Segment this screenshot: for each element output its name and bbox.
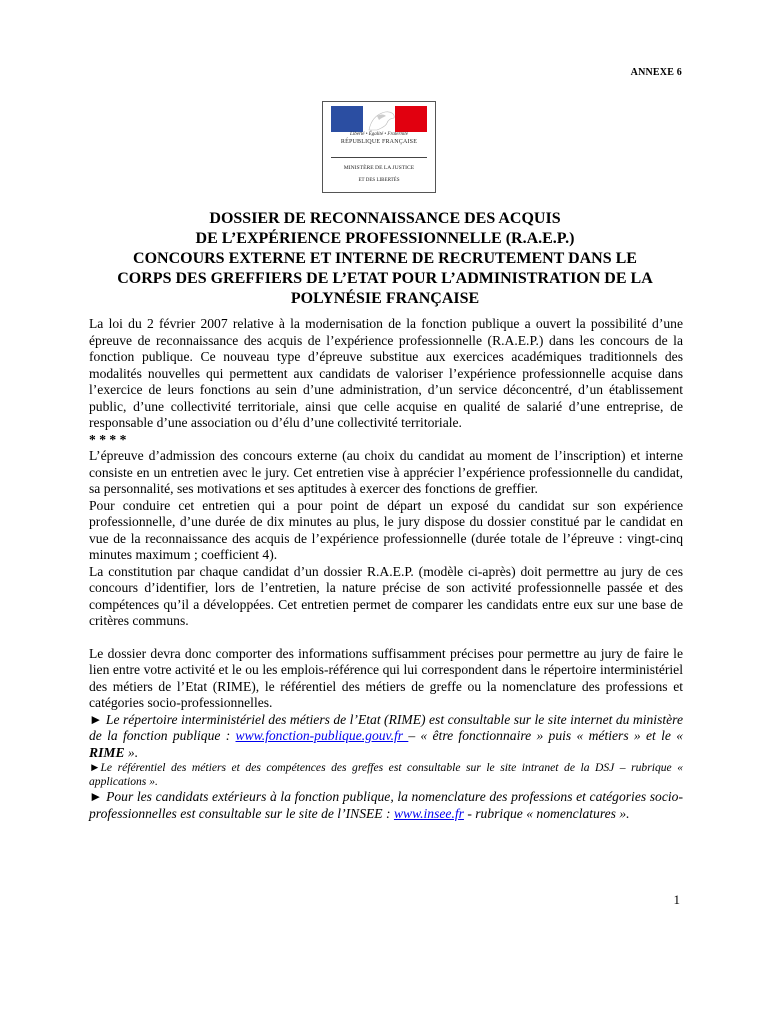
title-line: DOSSIER DE RECONNAISSANCE DES ACQUIS <box>209 210 561 227</box>
fonction-publique-link[interactable]: www.fonction-publique.gouv.fr <box>235 728 409 743</box>
logo-ministry-line2: ET DES LIBERTÉS <box>358 178 400 183</box>
title-line: CORPS DES GREFFIERS DE L’ETAT POUR L’ADMINISTRATION DE LA <box>117 270 653 287</box>
paragraph-intro: La loi du 2 février 2007 relative à la modernisation de la fonction publique a ouvert la possibilité d’une épreuve de reconnaissance des acquis de l’expérience professionnelle (R.A.E.P.) dans les concours de la fonction publique. Ce nouveau type d’épreuve substitue aux exercices académiques traditionnels des modalités nouvelles qui permettent aux candidats de valoriser l’expérience professionnelle acquise dans l’exercice de leurs fonctions au sein d’une administration, d’un service déconcentré, d’un établissement public, d’une collectivité territoriale, ainsi que celle acquise en qualité de salarié d’une entreprise, de responsable d’une association ou d’élu d’une collectivité territoriale. <box>89 316 683 430</box>
section-separator: * * * * <box>89 431 127 447</box>
insee-link[interactable]: www.insee.fr <box>393 805 464 821</box>
title-line: DE L’EXPÉRIENCE PROFESSIONNELLE (R.A.E.P.) <box>195 230 575 247</box>
bullet-rime-after: – « être fonctionnaire » puis « métiers » et le « <box>408 728 683 743</box>
bullet-rime-bold: RIME <box>89 744 125 760</box>
bullet-insee-text: Pour les candidats extérieurs à la fonction publique, la nomenclature des professions et catégories socio-professionnelles est consultable sur le site de l’INSEE : <box>89 789 683 821</box>
arrow-right-icon: ► <box>89 761 101 774</box>
annexe-label: ANNEXE 6 <box>630 67 682 78</box>
title-line: CONCOURS EXTERNE ET INTERNE DE RECRUTEMENT DANS LE <box>133 250 637 267</box>
logo-republic: RÉPUBLIQUE FRANÇAISE <box>340 139 418 145</box>
marianne-flag-icon <box>331 106 427 132</box>
arrow-right-icon: ► <box>89 789 103 804</box>
logo-ministry-line1: MINISTÈRE DE LA JUSTICE <box>343 165 415 171</box>
bullet-rime-end: ». <box>124 744 139 760</box>
document-body <box>89 316 683 822</box>
title-line: POLYNÉSIE FRANÇAISE <box>290 290 480 307</box>
bullet-insee <box>89 789 683 822</box>
ministry-logo <box>322 101 436 193</box>
bullet-rime-text: Le répertoire interministériel des métiers de l’Etat (RIME) est consultable sur le site internet du ministère de la fonction publique : <box>89 711 683 743</box>
bullet-dsj-text: Le référentiel des métiers et des compétences des greffes est consultable sur le site intranet de la DSJ – rubrique « applications ». <box>89 761 683 788</box>
paragraph-dossier: Le dossier devra donc comporter des informations suffisamment précises pour permettre au jury de faire le lien entre votre activité et le ou les emplois-référence qui lui correspondent dans le répertoire interministériel des métiers de l’Etat (RIME), le référentiel des métiers de greffe ou la nomenclature des professions et catégories socio-professionnelles. <box>89 645 683 710</box>
paragraph-entretien: Pour conduire cet entretien qui a pour point de départ un exposé du candidat sur son expérience professionnelle, d’une durée de dix minutes au plus, le jury dispose du dossier constitué par le candidat en vue de la reconnaissance des acquis de l’expérience professionnelle (durée totale de l’épreuve : vingt-cinq minutes maximum ; coefficient 4). <box>89 497 683 562</box>
paragraph-constitution: La constitution par chaque candidat d’un dossier R.A.E.P. (modèle ci-après) doit permettre au jury de ces concours d’identifier, lors de l’entretien, la nature précise de son activité professionnelle passée et des compétences qu’il a développées. Cet entretien permet de comparer les candidats entre eux sur une base de critères communs. <box>89 563 683 628</box>
paragraph-epreuve: L’épreuve d’admission des concours externe (au choix du candidat au moment de l’inscription) et interne consiste en un entretien avec le jury. Cet entretien vise à apprécier l’expérience professionnelle du candidat, sa personnalité, ses motivations et ses aptitudes à exercer des fonctions de greffier. <box>89 448 683 496</box>
document-title <box>90 209 680 309</box>
logo-divider <box>331 157 427 158</box>
page-number: 1 <box>673 892 680 907</box>
arrow-right-icon: ► <box>89 711 103 727</box>
bullet-rime <box>89 712 683 762</box>
bullet-dsj <box>89 761 683 789</box>
bullet-insee-end: - rubrique « nomenclatures ». <box>463 805 630 821</box>
logo-motto: Liberté • Égalité • Fraternité <box>350 132 408 137</box>
spacer <box>89 630 683 646</box>
